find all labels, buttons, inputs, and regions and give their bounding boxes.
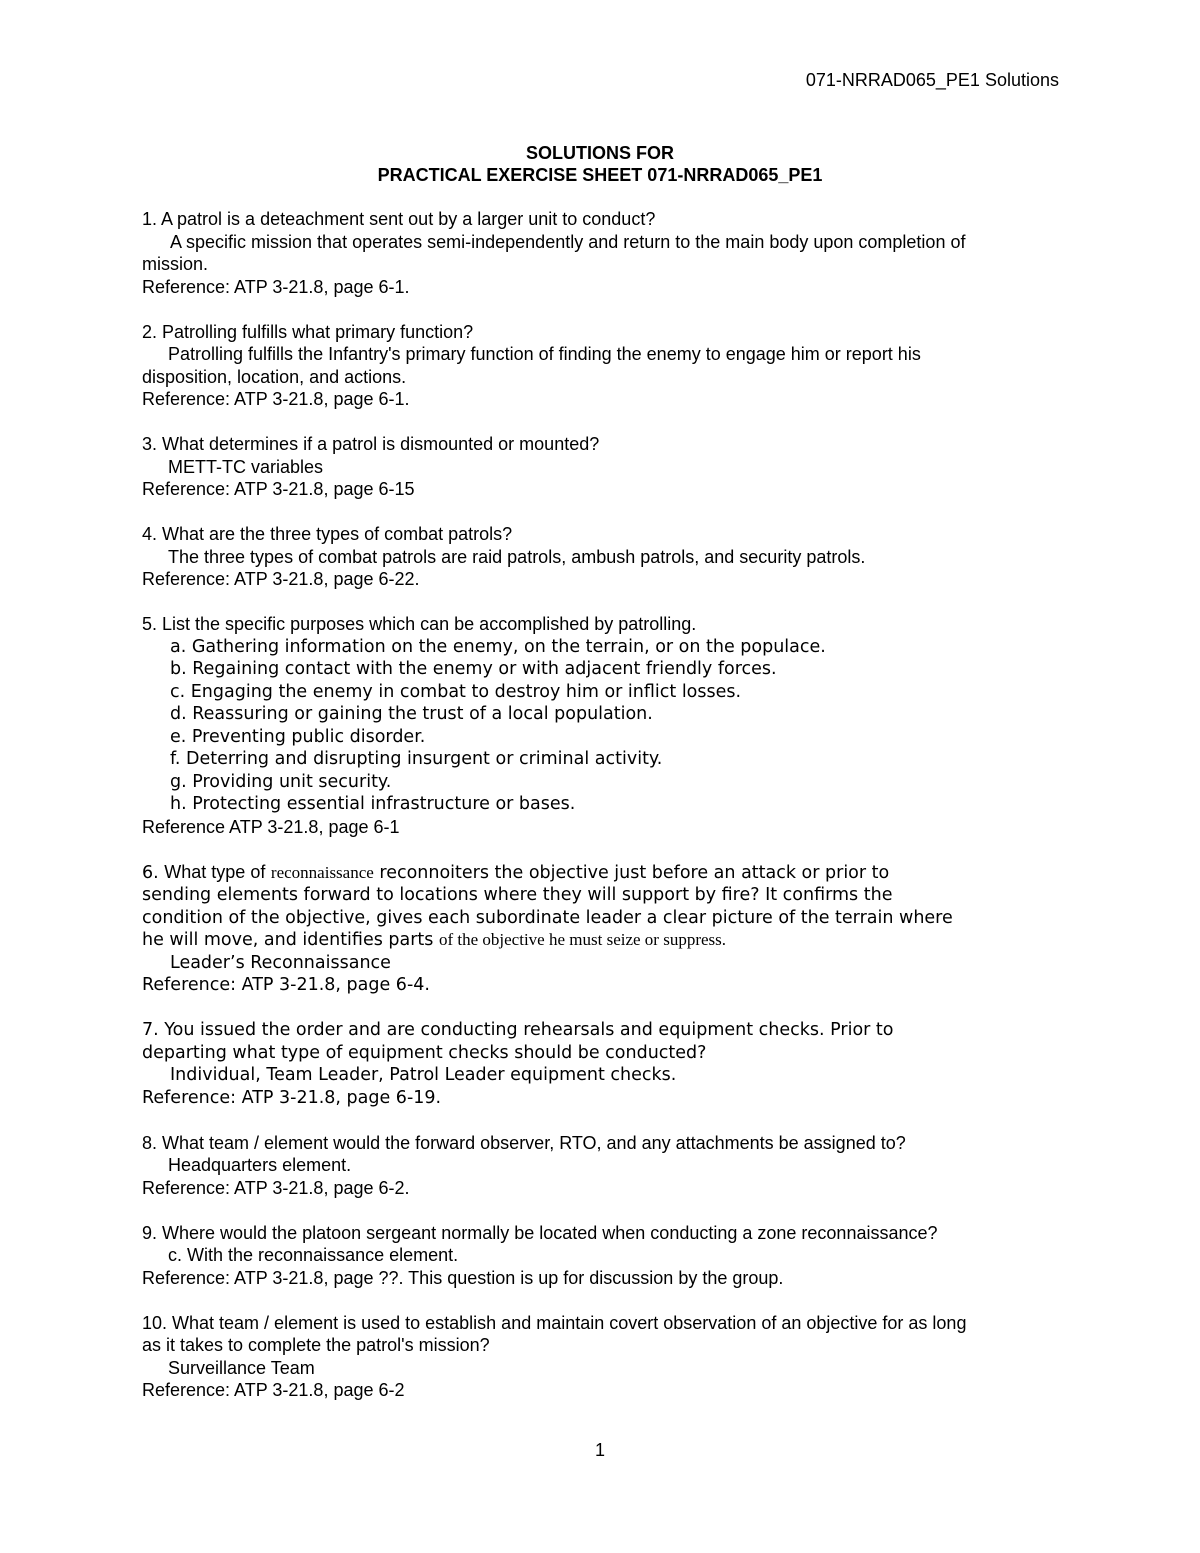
reference-text: Reference: ATP 3-21.8, page 6-1. — [142, 389, 410, 409]
purpose-item-a: a. Gathering information on the enemy, on the terrain, or on the populace. — [170, 636, 826, 657]
question-7 — [142, 1019, 1062, 1109]
reference-text: Reference: ATP 3-21.8, page 6-1. — [142, 276, 410, 297]
question-text: 2. Patrolling fulfills what primary function? — [142, 321, 474, 342]
solutions-list — [142, 208, 1062, 1424]
answer-text-continued: mission. — [142, 254, 209, 274]
question-number: 6. — [142, 862, 159, 883]
question-text: 4. What are the three types of combat patrols? — [142, 524, 513, 544]
purpose-item-d: d. Reassuring or gaining the trust of a local population. — [170, 704, 653, 724]
reference-text: Reference: ATP 3-21.8, page 6-2. — [142, 1177, 410, 1198]
purpose-item-h: h. Protecting essential infrastructure or bases. — [170, 794, 576, 814]
reference-text: Reference: ATP 3-21.8, page ??. This question is up for discussion by the group. — [142, 1267, 784, 1288]
answer-text: Individual, Team Leader, Patrol Leader equipment checks. — [170, 1065, 677, 1085]
page-number: 1 — [594, 1440, 605, 1460]
purpose-item-c: c. Engaging the enemy in combat to destroy him or inflict losses. — [170, 681, 742, 702]
question-text-part: reconnoiters the objective just before an attack or prior to — [379, 862, 890, 883]
reference-text: Reference: ATP 3-21.8, page 6-15 — [142, 479, 415, 499]
question-text-continued: as it takes to complete the patrol's mission? — [142, 1335, 490, 1355]
question-text-continued: sending elements forward to locations where they will support by fire? It confirms the — [142, 885, 893, 905]
answer-text: METT-TC variables — [168, 456, 324, 477]
question-text-part: he will move, and identifies parts — [142, 930, 434, 950]
question-text-part: reconnaissance — [270, 862, 374, 882]
question-text: 10. What team / element is used to establish and maintain covert observation of an objective for as long — [142, 1312, 967, 1333]
answer-text: Surveillance Team — [168, 1357, 315, 1378]
question-text: 3. What determines if a patrol is dismounted or mounted? — [142, 434, 600, 454]
question-9 — [142, 1222, 1062, 1290]
question-2 — [142, 321, 1062, 411]
purpose-item-e: e. Preventing public disorder. — [170, 726, 426, 747]
document-id-header: 071-NRRAD065_PE1 Solutions — [805, 70, 1059, 90]
question-text-continued — [142, 929, 1062, 952]
reference-text: Reference: ATP 3-21.8, page 6-4. — [142, 975, 430, 995]
reference-text: Reference: ATP 3-21.8, page 6-22. — [142, 569, 420, 589]
question-10 — [142, 1312, 1062, 1402]
answer-text: Patrolling fulfills the Infantry's primary function of finding the enemy to engage him or report his — [168, 344, 921, 364]
question-text: 1. A patrol is a deteachment sent out by a larger unit to conduct? — [142, 209, 656, 229]
question-text: 9. Where would the platoon sergeant normally be located when conducting a zone reconnaissance? — [142, 1222, 938, 1243]
answer-text-continued: disposition, location, and actions. — [142, 366, 407, 387]
reference-text: Reference: ATP 3-21.8, page 6-19. — [142, 1087, 442, 1108]
reference-text: Reference: ATP 3-21.8, page 6-2 — [142, 1380, 405, 1400]
question-8 — [142, 1132, 1062, 1200]
answer-text: Headquarters element. — [168, 1155, 352, 1175]
question-text-part: What type of — [164, 861, 266, 882]
purpose-item-g: g. Providing unit security. — [170, 771, 392, 792]
page-title-line-2: PRACTICAL EXERCISE SHEET 071-NRRAD065_PE1 — [377, 165, 823, 185]
question-4 — [142, 523, 1062, 591]
answer-text: A specific mission that operates semi-independently and return to the main body upon completion of — [170, 231, 966, 252]
question-3 — [142, 433, 1062, 501]
question-text: 8. What team / element would the forward observer, RTO, and any attachments be assigned to? — [142, 1132, 906, 1153]
question-1 — [142, 208, 1062, 298]
question-text: 7. You issued the order and are conducting rehearsals and equipment checks. Prior to — [142, 1020, 894, 1040]
reference-text: Reference ATP 3-21.8, page 6-1 — [142, 816, 400, 837]
purpose-item-b: b. Regaining contact with the enemy or with adjacent friendly forces. — [170, 659, 777, 679]
purpose-item-f: f. Deterring and disrupting insurgent or criminal activity. — [170, 749, 663, 769]
question-text: 5. List the specific purposes which can be accomplished by patrolling. — [142, 614, 697, 634]
question-5 — [142, 613, 1062, 838]
answer-text: c. With the reconnaissance element. — [168, 1245, 459, 1265]
question-text — [142, 861, 1062, 885]
question-text-part: of the objective he must seize or suppress. — [438, 930, 727, 949]
question-6 — [142, 861, 1062, 997]
answer-text: The three types of combat patrols are raid patrols, ambush patrols, and security patrols. — [168, 546, 866, 567]
page-title-line-1: SOLUTIONS FOR — [526, 143, 674, 163]
answer-text: Leader’s Reconnaissance — [170, 952, 391, 973]
question-text-continued: condition of the objective, gives each subordinate leader a clear picture of the terrain where — [142, 907, 953, 928]
question-text-continued: departing what type of equipment checks should be conducted? — [142, 1042, 707, 1063]
